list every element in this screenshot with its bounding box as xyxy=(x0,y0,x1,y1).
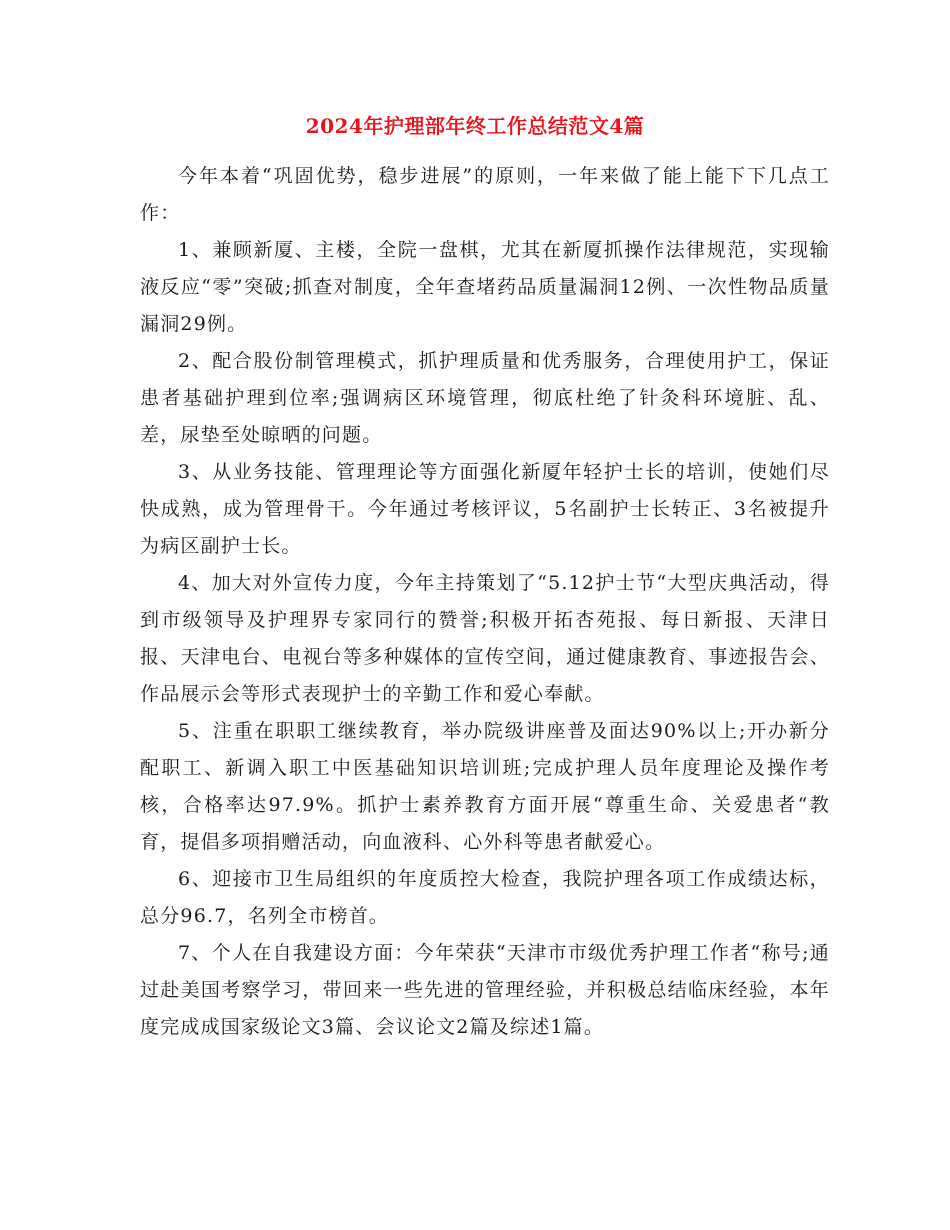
document-title: 2024年护理部年终工作总结范文4篇 xyxy=(305,114,645,138)
paragraph-item-2: 2、配合股份制管理模式，抓护理质量和优秀服务，合理使用护工，保证患者基础护理到位率;强调病区环境管理，彻底杜绝了针灸科环境脏、乱、差，尿垫至处晾晒的问题。 xyxy=(140,350,830,446)
paragraph-item-4: 4、加大对外宣传力度，今年主持策划了“5.12护士节“大型庆典活动，得到市级领导及护理界专家同行的赞誉;积极开拓杏苑报、每日新报、天津日报、天津电台、电视台等多种媒体的宣传空间，通过健康教育、事迹报告会、作品展示会等形式表现护士的辛勤工作和爱心奉献。 xyxy=(140,572,830,705)
paragraph-intro: 今年本着“巩固优势，稳步进展”的原则，一年来做了能上能下下几点工作： xyxy=(140,165,830,224)
paragraph-item-3: 3、从业务技能、管理理论等方面强化新厦年轻护士长的培训，使她们尽快成熟，成为管理骨干。今年通过考核评议，5名副护士长转正、3名被提升为病区副护士长。 xyxy=(140,461,830,557)
paragraph-item-7: 7、个人在自我建设方面：今年荣获“天津市市级优秀护理工作者“称号;通过赴美国考察学习，带回来一些先进的管理经验，并积极总结临床经验，本年度完成成国家级论文3篇、会议论文2篇及综述1篇。 xyxy=(140,942,830,1038)
document-body xyxy=(140,158,830,1046)
paragraph-item-1: 1、兼顾新厦、主楼，全院一盘棋，尤其在新厦抓操作法律规范，实现输液反应“零”突破;抓查对制度，全年查堵药品质量漏洞12例、一次性物品质量漏洞29例。 xyxy=(140,239,830,335)
paragraph-item-5: 5、注重在职职工继续教育，举办院级讲座普及面达90%以上;开办新分配职工、新调入职工中医基础知识培训班;完成护理人员年度理论及操作考核，合格率达97.9%。抓护士素养教育方面开展“尊重生命、关爱患者“教育，提倡多项捐赠活动，向血液科、心外科等患者献爱心。 xyxy=(140,720,830,853)
paragraph-item-6: 6、迎接市卫生局组织的年度质控大检查，我院护理各项工作成绩达标，总分96.7，名列全市榜首。 xyxy=(140,868,830,927)
